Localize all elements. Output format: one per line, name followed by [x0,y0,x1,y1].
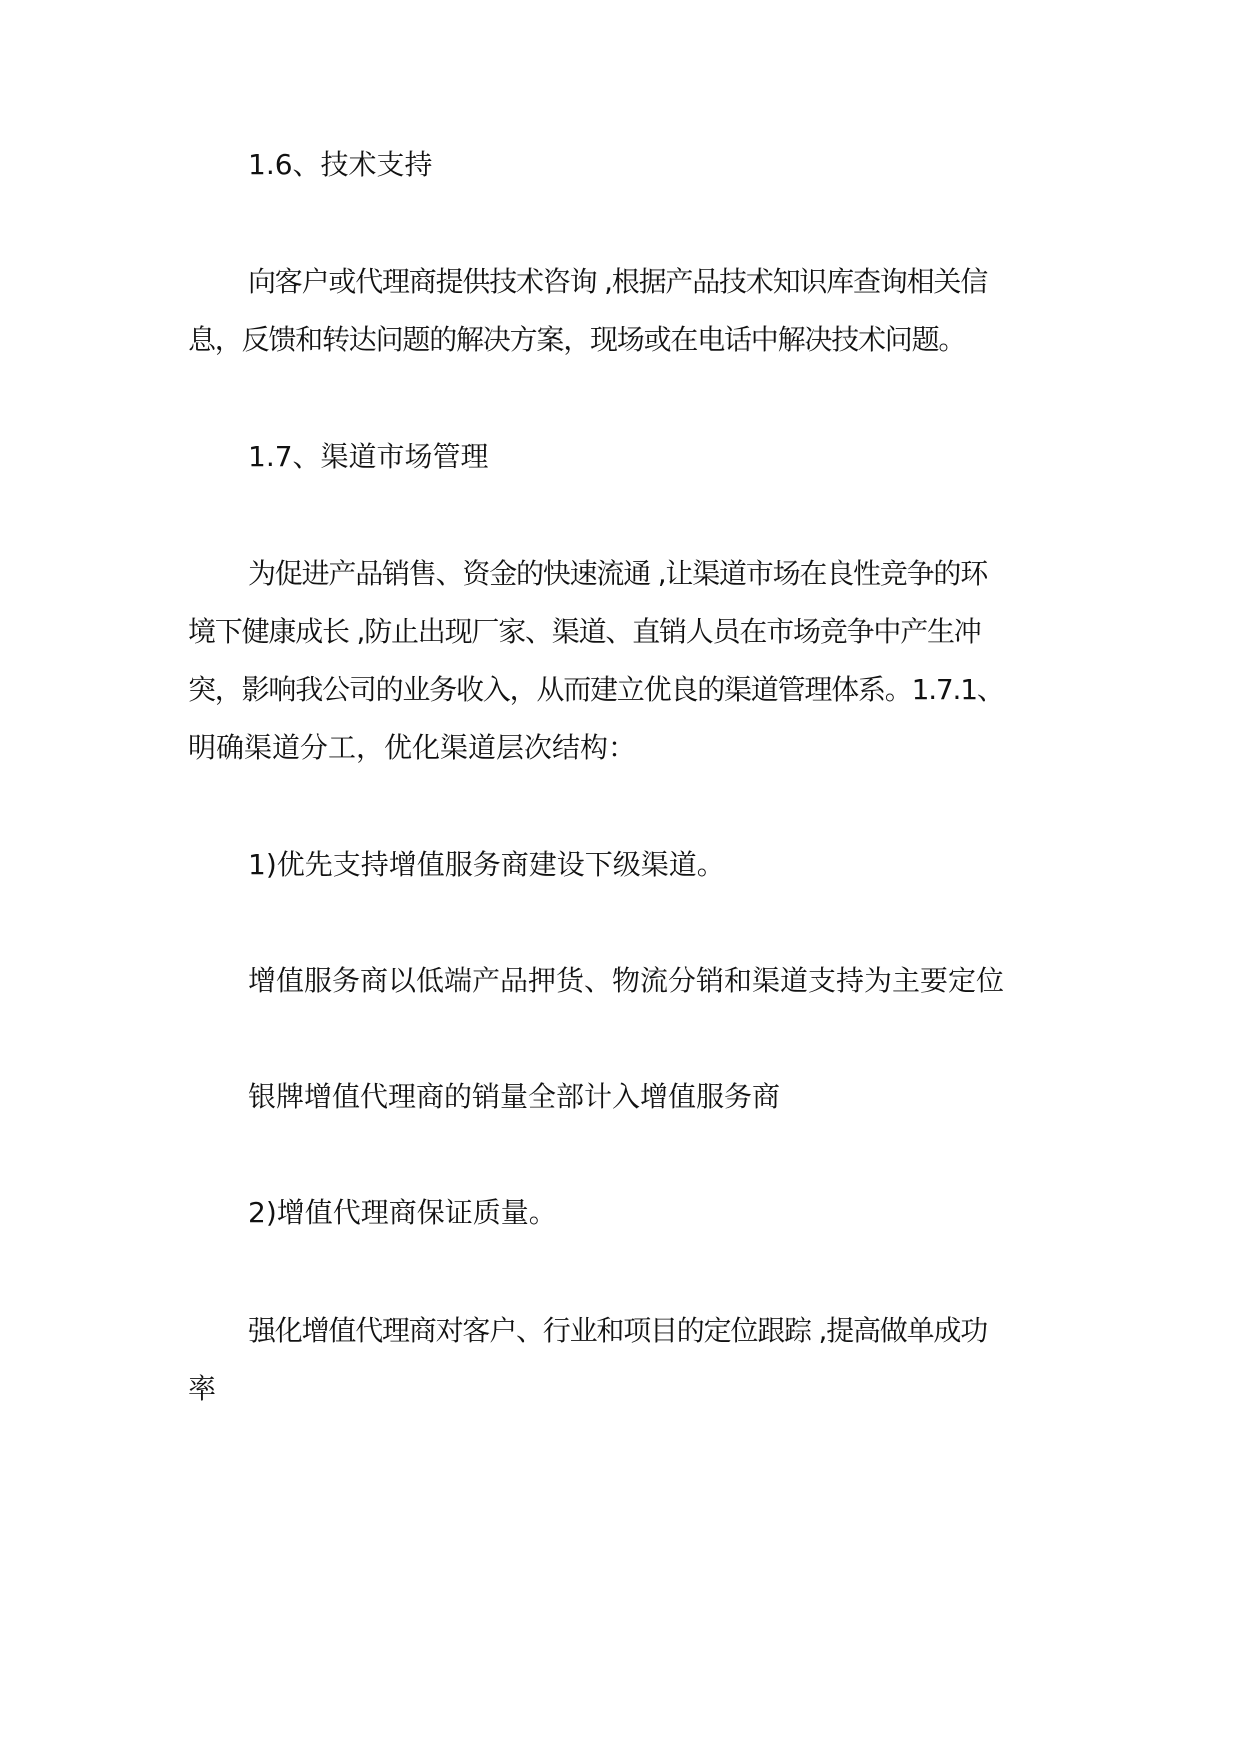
paragraph-line: 率 [188,1372,217,1405]
paragraph-line: 突，影响我公司的业务收入，从而建立优良的渠道管理体系。1.7.1、 [188,673,1004,706]
list-item-1: 1)优先支持增值服务商建设下级渠道。 [248,848,725,881]
section-heading-1-7: 1.7、渠道市场管理 [248,440,489,473]
list-item-1-detail-b: 银牌增值代理商的销量全部计入增值服务商 [248,1080,781,1113]
section-heading-1-6: 1.6、技术支持 [248,148,433,181]
paragraph-line: 境下健康成长 ,防止出现厂家、渠道、直销人员在市场竞争中产生冲 [188,615,981,648]
list-item-1-detail-a: 增值服务商以低端产品押货、物流分销和渠道支持为主要定位 [248,964,1005,997]
paragraph-line: 为促进产品销售、资金的快速流通 ,让渠道市场在良性竞争的环 [248,557,988,590]
paragraph-line: 息，反馈和转达问题的解决方案，现场或在电话中解决技术问题。 [188,323,966,356]
list-item-2: 2)增值代理商保证质量。 [248,1196,557,1229]
paragraph-line: 明确渠道分工，优化渠道层次结构： [188,731,637,764]
paragraph-line: 向客户或代理商提供技术咨询 ,根据产品技术知识库查询相关信 [248,265,988,298]
paragraph-line: 强化增值代理商对客户、行业和项目的定位跟踪 ,提高做单成功 [248,1314,988,1347]
